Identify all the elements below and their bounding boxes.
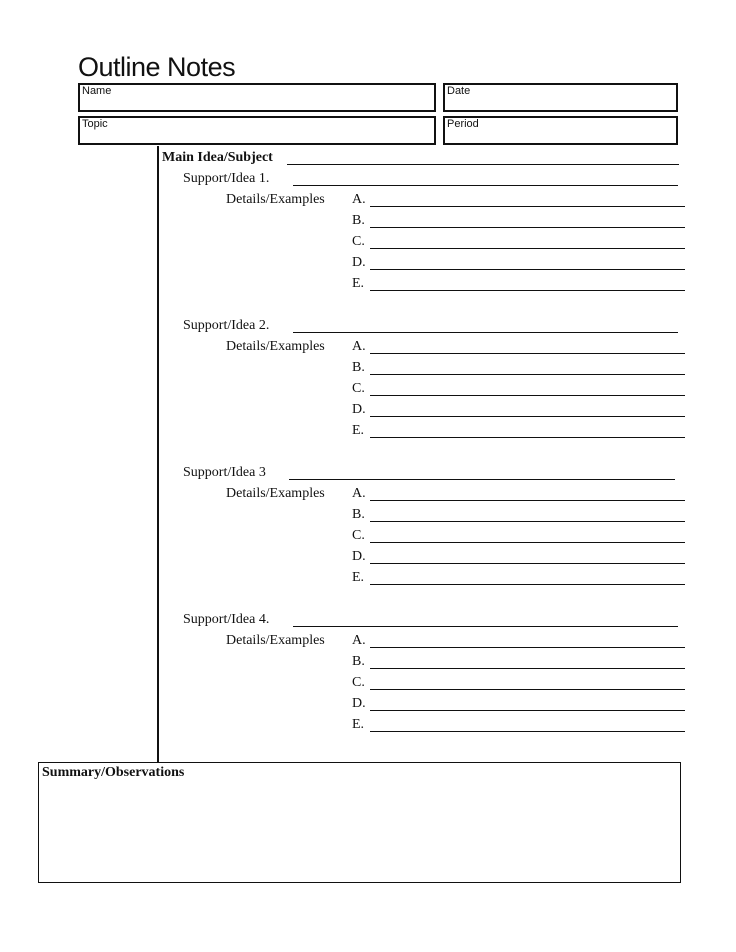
detail-letter-4-a: A. [352, 633, 366, 648]
summary-label: Summary/Observations [42, 765, 185, 780]
detail-letter-2-a: A. [352, 339, 366, 354]
detail-letter-1-a: A. [352, 192, 366, 207]
detail-blank-3-b[interactable] [370, 521, 685, 522]
detail-blank-1-a[interactable] [370, 206, 685, 207]
detail-blank-3-e[interactable] [370, 584, 685, 585]
detail-blank-1-c[interactable] [370, 248, 685, 249]
detail-letter-3-b: B. [352, 507, 365, 522]
detail-letter-1-e: E. [352, 276, 365, 291]
topic-field[interactable] [78, 116, 436, 145]
detail-letter-3-d: D. [352, 549, 366, 564]
detail-blank-2-b[interactable] [370, 374, 685, 375]
detail-letter-2-d: D. [352, 402, 366, 417]
name-label: Name [82, 85, 112, 97]
detail-letter-1-b: B. [352, 213, 365, 228]
support-idea-label-1: Support/Idea 1. [183, 171, 270, 186]
outline-margin-line [157, 146, 159, 763]
detail-blank-2-c[interactable] [370, 395, 685, 396]
details-examples-label-1: Details/Examples [226, 192, 325, 207]
support-idea-label-2: Support/Idea 2. [183, 318, 270, 333]
detail-blank-1-d[interactable] [370, 269, 685, 270]
detail-blank-4-a[interactable] [370, 647, 685, 648]
details-examples-label-3: Details/Examples [226, 486, 325, 501]
detail-letter-4-c: C. [352, 675, 365, 690]
support-idea-label-3: Support/Idea 3 [183, 465, 266, 480]
detail-letter-1-d: D. [352, 255, 366, 270]
detail-blank-2-e[interactable] [370, 437, 685, 438]
date-label: Date [447, 85, 471, 97]
detail-letter-2-b: B. [352, 360, 365, 375]
detail-blank-4-e[interactable] [370, 731, 685, 732]
detail-letter-4-e: E. [352, 717, 365, 732]
detail-letter-3-c: C. [352, 528, 365, 543]
support-idea-blank-3[interactable] [289, 479, 675, 480]
support-idea-label-4: Support/Idea 4. [183, 612, 270, 627]
date-field[interactable] [443, 83, 678, 112]
name-field[interactable] [78, 83, 436, 112]
detail-blank-4-b[interactable] [370, 668, 685, 669]
detail-blank-1-e[interactable] [370, 290, 685, 291]
detail-blank-2-a[interactable] [370, 353, 685, 354]
detail-blank-3-a[interactable] [370, 500, 685, 501]
summary-box[interactable] [38, 762, 681, 883]
details-examples-label-2: Details/Examples [226, 339, 325, 354]
detail-blank-3-d[interactable] [370, 563, 685, 564]
detail-letter-4-b: B. [352, 654, 365, 669]
support-idea-blank-2[interactable] [293, 332, 678, 333]
detail-blank-3-c[interactable] [370, 542, 685, 543]
detail-blank-4-c[interactable] [370, 689, 685, 690]
topic-label: Topic [82, 118, 108, 130]
detail-blank-4-d[interactable] [370, 710, 685, 711]
support-idea-blank-1[interactable] [293, 185, 678, 186]
main-idea-blank[interactable] [287, 164, 679, 165]
detail-letter-3-e: E. [352, 570, 365, 585]
detail-blank-1-b[interactable] [370, 227, 685, 228]
page-title: Outline Notes [78, 52, 236, 82]
period-field[interactable] [443, 116, 678, 145]
detail-letter-1-c: C. [352, 234, 365, 249]
support-idea-blank-4[interactable] [293, 626, 678, 627]
detail-letter-2-c: C. [352, 381, 365, 396]
detail-letter-2-e: E. [352, 423, 365, 438]
details-examples-label-4: Details/Examples [226, 633, 325, 648]
detail-letter-4-d: D. [352, 696, 366, 711]
detail-letter-3-a: A. [352, 486, 366, 501]
main-idea-label: Main Idea/Subject [162, 150, 273, 165]
period-label: Period [447, 118, 479, 130]
detail-blank-2-d[interactable] [370, 416, 685, 417]
